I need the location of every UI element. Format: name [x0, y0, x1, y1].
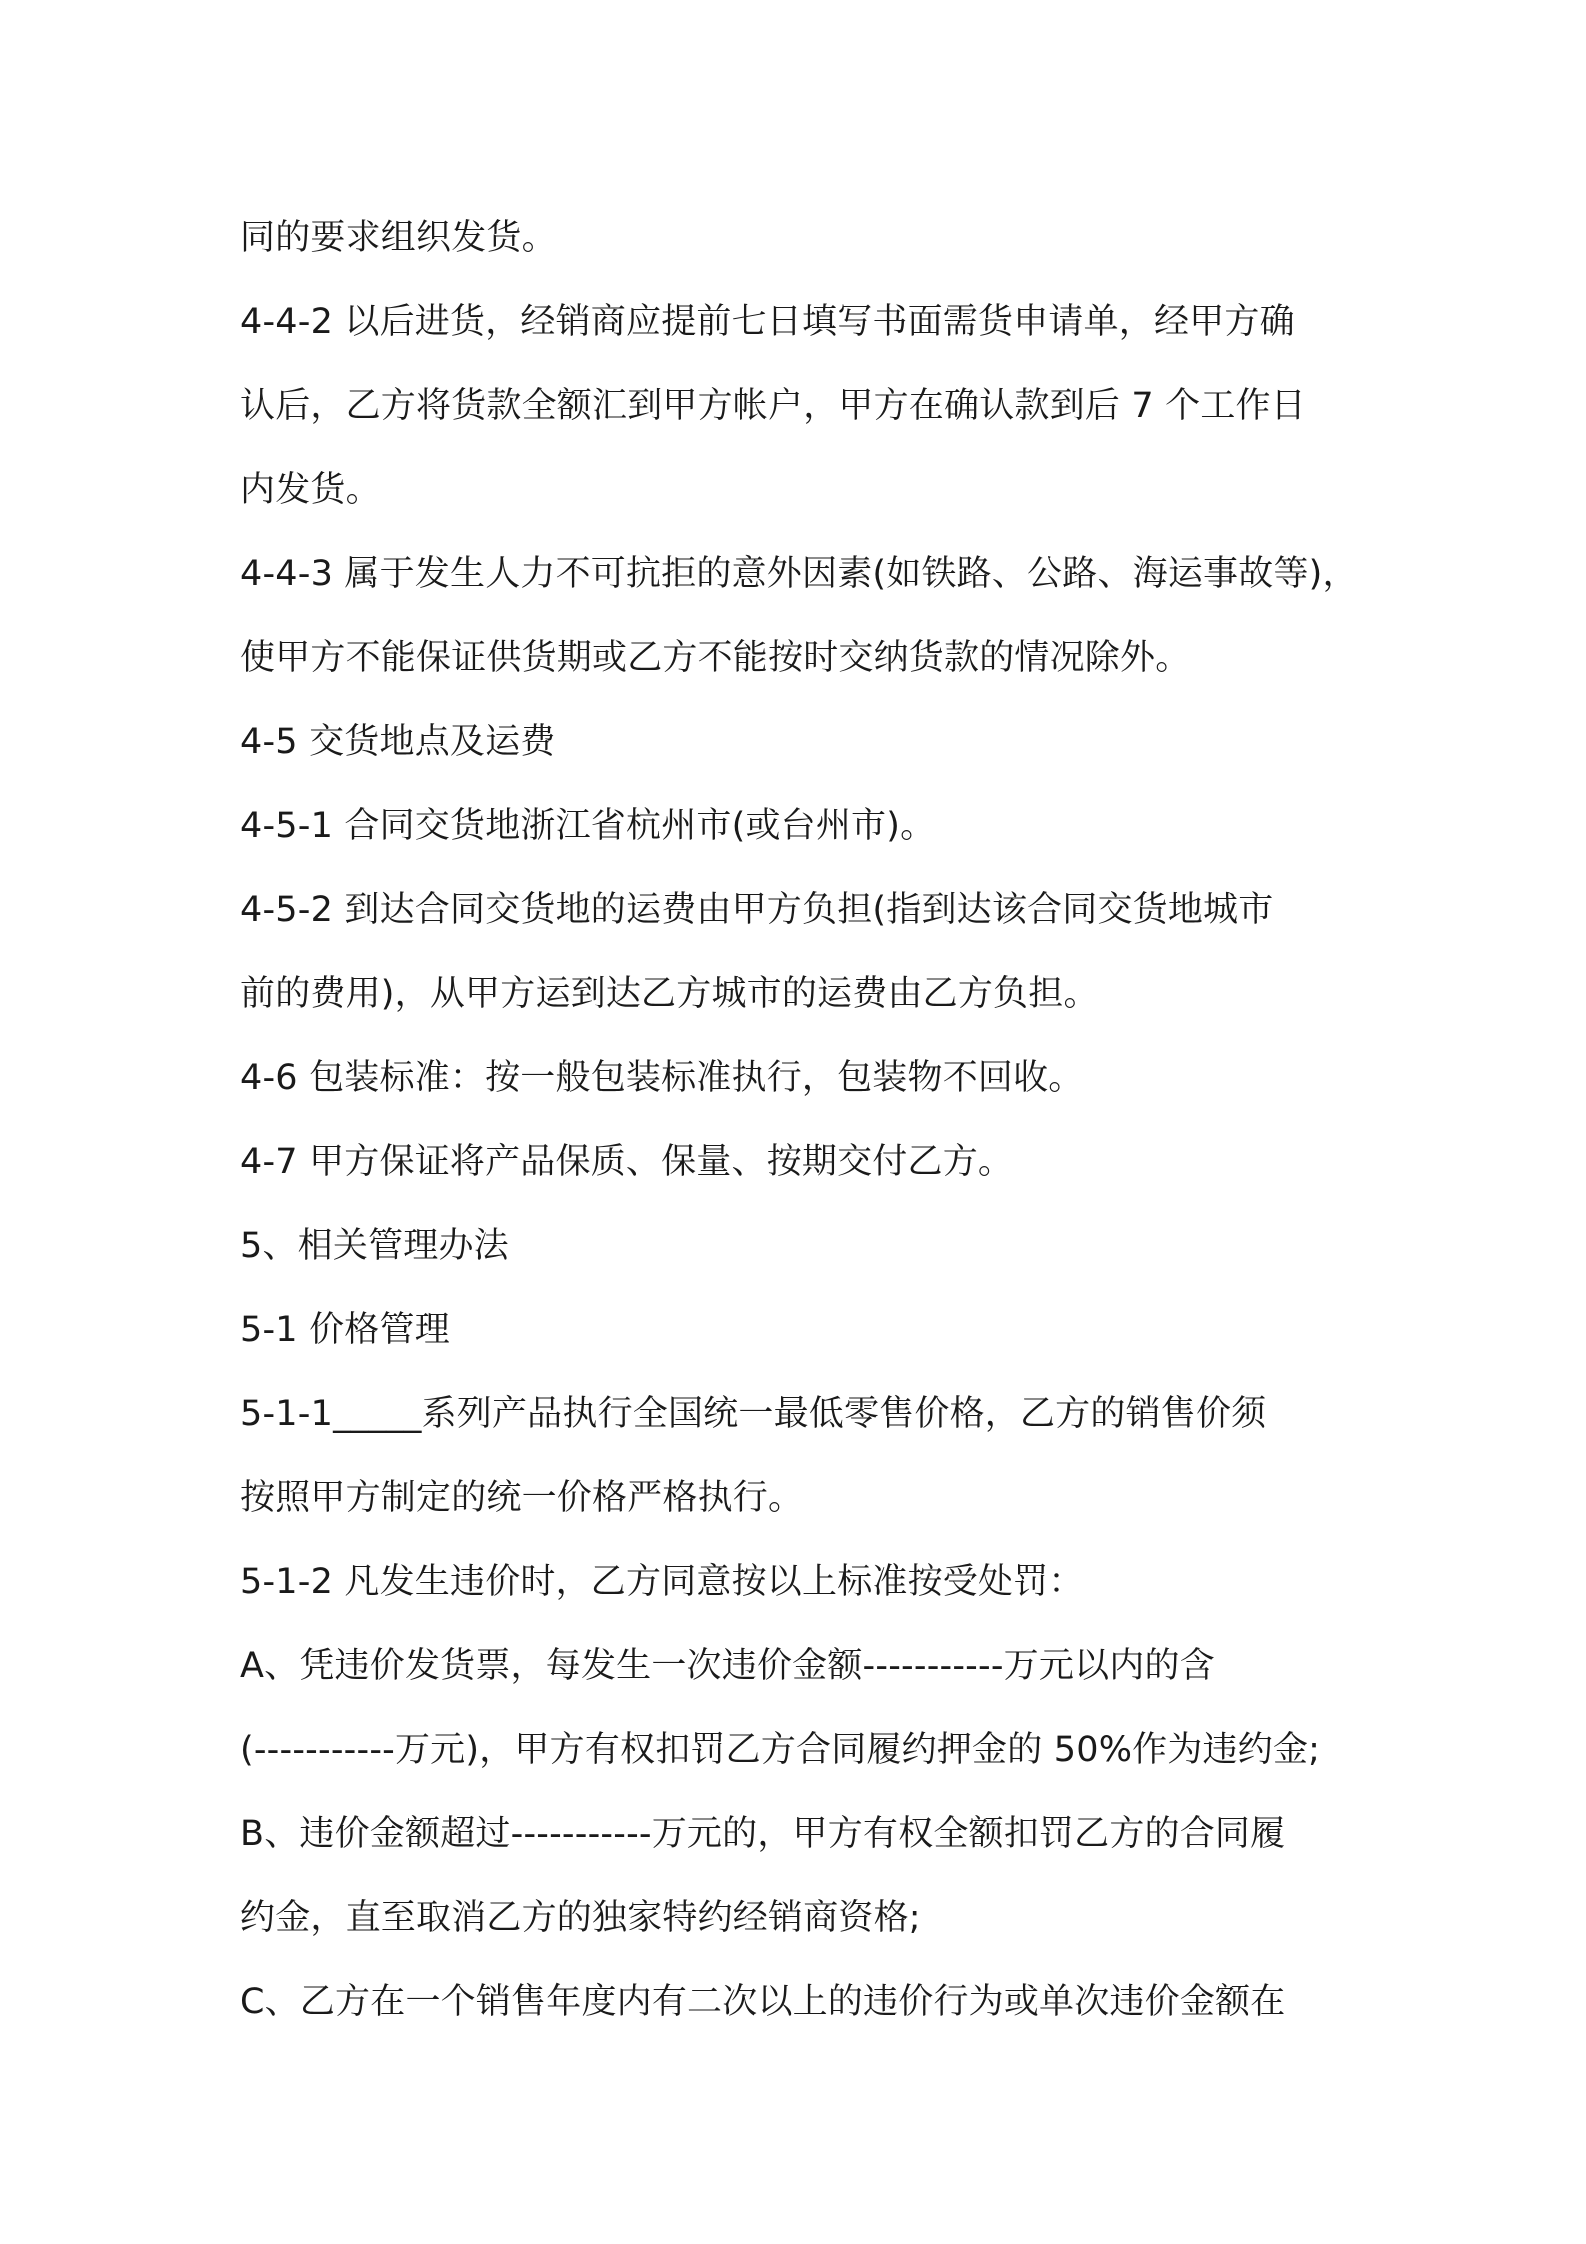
- text-line: B、违价金额超过-----------万元的，甲方有权全额扣罚乙方的合同履: [240, 1814, 1286, 1854]
- section-heading: 5、相关管理办法: [240, 1226, 509, 1266]
- text-line: 同的要求组织发货。: [240, 218, 557, 258]
- section-heading: 5-1 价格管理: [240, 1310, 450, 1350]
- section-heading: 4-5 交货地点及运费: [240, 722, 556, 762]
- text-line: 使甲方不能保证供货期或乙方不能按时交纳货款的情况除外。: [240, 638, 1191, 678]
- document-body: [240, 196, 1390, 2044]
- text-line: 内发货。: [240, 470, 381, 510]
- text-line: 按照甲方制定的统一价格严格执行。: [240, 1478, 804, 1518]
- text-line: 5-1-1_____系列产品执行全国统一最低零售价格，乙方的销售价须: [240, 1394, 1267, 1434]
- text-line: 认后，乙方将货款全额汇到甲方帐户，甲方在确认款到后 7 个工作日: [240, 386, 1306, 426]
- text-line: 4-5-2 到达合同交货地的运费由甲方负担(指到达该合同交货地城市: [240, 890, 1274, 930]
- text-line: 4-4-2 以后进货，经销商应提前七日填写书面需货申请单，经甲方确: [240, 302, 1295, 342]
- text-line: (-----------万元)，甲方有权扣罚乙方合同履约押金的 50%作为违约金;: [240, 1730, 1321, 1770]
- text-line: 4-6 包装标准：按一般包装标准执行，包装物不回收。: [240, 1058, 1084, 1098]
- text-line: 4-5-1 合同交货地浙江省杭州市(或台州市)。: [240, 806, 936, 846]
- text-line: A、凭违价发货票，每发生一次违价金额-----------万元以内的含: [240, 1646, 1215, 1686]
- text-line: 4-4-3 属于发生人力不可抗拒的意外因素(如铁路、公路、海运事故等)，: [240, 554, 1358, 594]
- text-line: 前的费用)，从甲方运到达乙方城市的运费由乙方负担。: [240, 974, 1099, 1014]
- text-line: 约金，直至取消乙方的独家特约经销商资格;: [240, 1898, 921, 1938]
- text-line: C、乙方在一个销售年度内有二次以上的违价行为或单次违价金额在: [240, 1982, 1286, 2022]
- text-line: 4-7 甲方保证将产品保质、保量、按期交付乙方。: [240, 1142, 1014, 1182]
- text-line: 5-1-2 凡发生违价时，乙方同意按以上标准按受处罚：: [240, 1562, 1084, 1602]
